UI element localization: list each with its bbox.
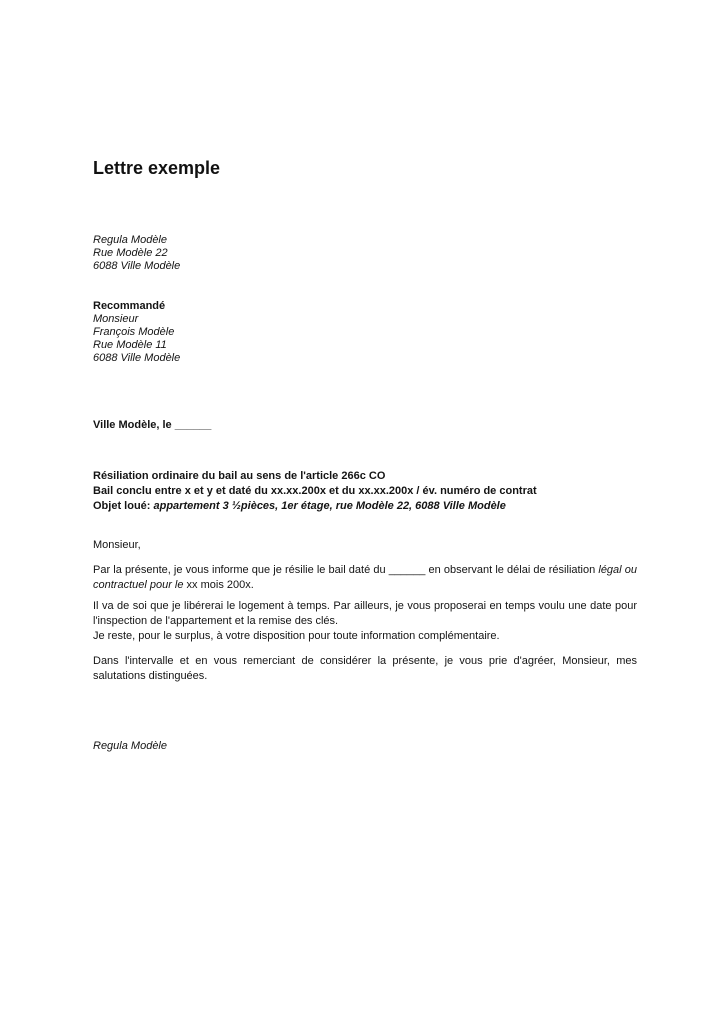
salutation: Monsieur, <box>93 539 141 551</box>
logement-line-2: Je reste, pour le surplus, à votre disposition pour toute information complémentaire. <box>93 630 500 642</box>
delivery-method-label: Recommandé <box>93 300 166 312</box>
logement-line-1: Il va de soi que je libérerai le logement à temps. Par ailleurs, je vous proposerai en temps voulu une date pour l'inspection de l'appartement et la remise des clés. <box>93 600 637 627</box>
recipient-address <box>93 300 637 365</box>
sender-street: Rue Modèle 22 <box>93 247 168 259</box>
recipient-name: François Modèle <box>93 326 175 338</box>
letter-content <box>93 0 637 754</box>
paragraph-salutations: Dans l'intervalle et en vous remerciant de considérer la présente, je vous prie d'agréer, Monsieur, mes salutations distinguées. <box>93 655 637 682</box>
resiliation-lead: Par la présente, je vous informe que je résilie le bail daté du ______ en observant le délai de résiliation <box>93 564 599 576</box>
paragraph-resiliation <box>93 563 637 593</box>
resiliation-tail: xx mois 200x. <box>183 579 254 591</box>
place-date-line: Ville Modèle, le ______ <box>93 419 212 431</box>
objet-label: Objet loué: <box>93 500 154 512</box>
sender-name: Regula Modèle <box>93 234 167 246</box>
subject-block <box>93 469 637 514</box>
letter-title: Lettre exemple <box>93 158 221 178</box>
recipient-street: Rue Modèle 11 <box>93 339 167 351</box>
subject-line-bail: Bail conclu entre x et y et daté du xx.xx.200x et du xx.xx.200x / év. numéro de contrat <box>93 485 537 497</box>
resiliation-italic: légal ou contractuel pour le <box>93 564 637 591</box>
recipient-city: 6088 Ville Modèle <box>93 352 181 364</box>
recipient-salutation: Monsieur <box>93 313 139 325</box>
sender-address <box>93 234 637 273</box>
objet-value: appartement 3 ½pièces, 1er étage, rue Modèle 22, 6088 Ville Modèle <box>153 500 506 512</box>
subject-line-objet <box>93 499 637 514</box>
sender-city: 6088 Ville Modèle <box>93 260 181 272</box>
subject-line-resiliation: Résiliation ordinaire du bail au sens de l'article 266c CO <box>93 470 386 482</box>
paragraph-logement <box>93 599 637 644</box>
signature-name: Regula Modèle <box>93 740 167 752</box>
